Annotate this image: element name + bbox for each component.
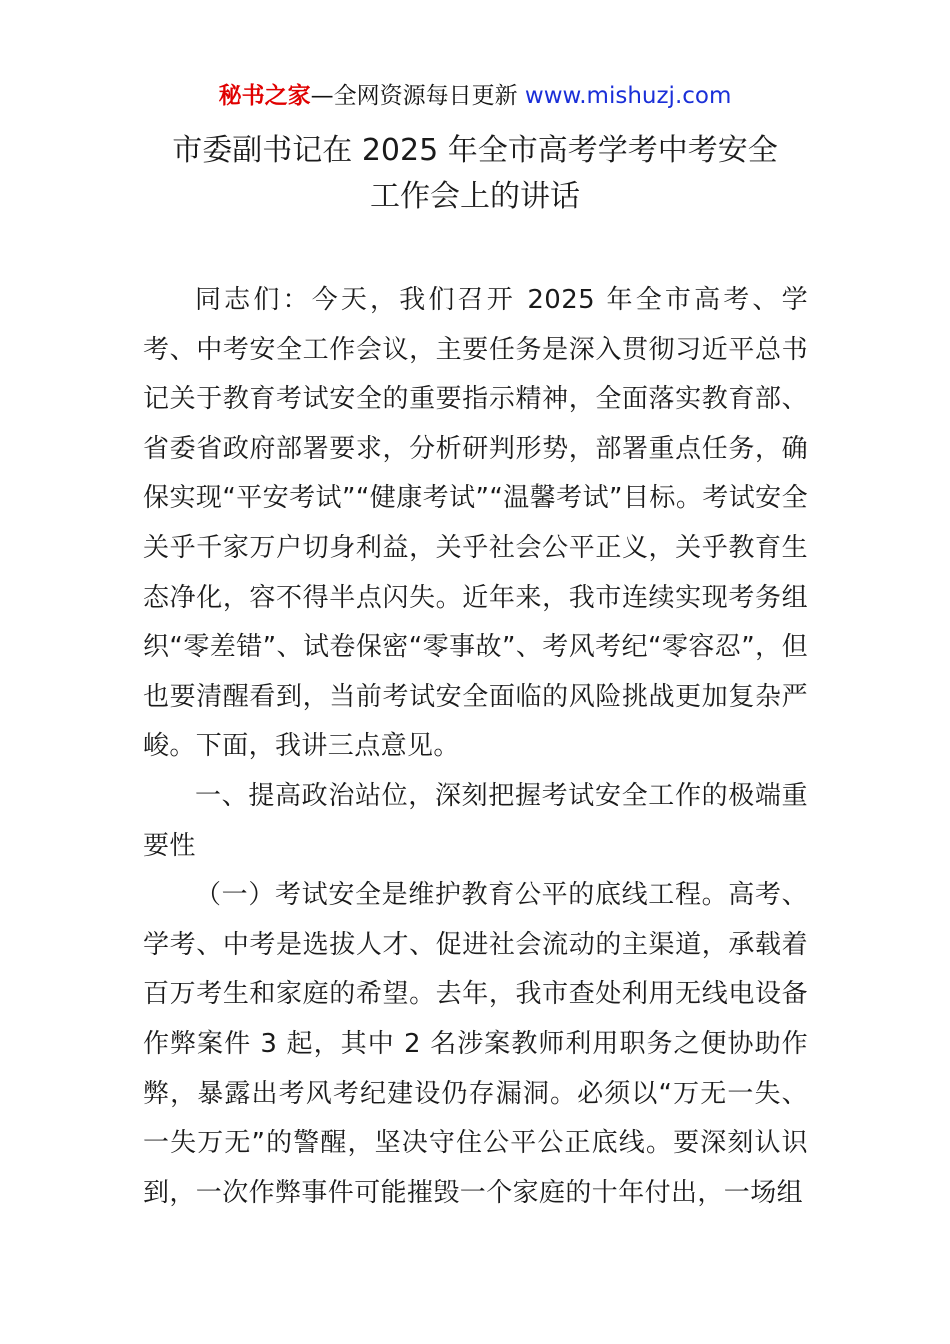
site-brand: 秘书之家 [218,83,311,109]
document-title [0,128,950,220]
document-body [143,276,808,1218]
section-heading-1: 一、提高政治站位，深刻把握考试安全工作的极端重要性 [143,780,808,861]
site-header [0,80,950,112]
site-url-link[interactable]: www.mishuzj.com [524,83,732,109]
title-line-2: 工作会上的讲话 [370,179,580,214]
paragraph-opening: 同志们：今天，我们召开 2025 年全市高考、学考、中考安全工作会议，主要任务是深入贯彻习近平总书记关于教育考试安全的重要指示精神，全面落实教育部、省委省政府部署要求，分析研判形势，部署重点任务，确保实现“平安考试”“健康考试”“温馨考试”目标。考试安全关乎千家万户切身利益，关乎社会公平正义，关乎教育生态净化，容不得半点闪失。近年来，我市连续实现考务组织“零差错”、试卷保密“零事故”、考风考纪“零容忍”，但也要清醒看到，当前考试安全面临的风险挑战更加复杂严峻。下面，我讲三点意见。 [143,285,808,762]
paragraph-subsection-1: （一）考试安全是维护教育公平的底线工程。高考、学考、中考是选拔人才、促进社会流动的主渠道，承载着百万考生和家庭的希望。去年，我市查处利用无线电设备作弊案件 3 起，其中 2 名涉案教师利用职务之便协助作弊，暴露出考风考纪建设仍存漏洞。必须以“万无一失、一失万无”的警醒，坚决守住公平公正底线。要深刻认识到，一次作弊事件可能摧毁一个家庭的十年付出，一场组 [143,880,808,1208]
site-tagline: —全网资源每日更新 [310,83,525,109]
title-line-1: 市委副书记在 2025 年全市高考学考中考安全 [172,133,778,168]
